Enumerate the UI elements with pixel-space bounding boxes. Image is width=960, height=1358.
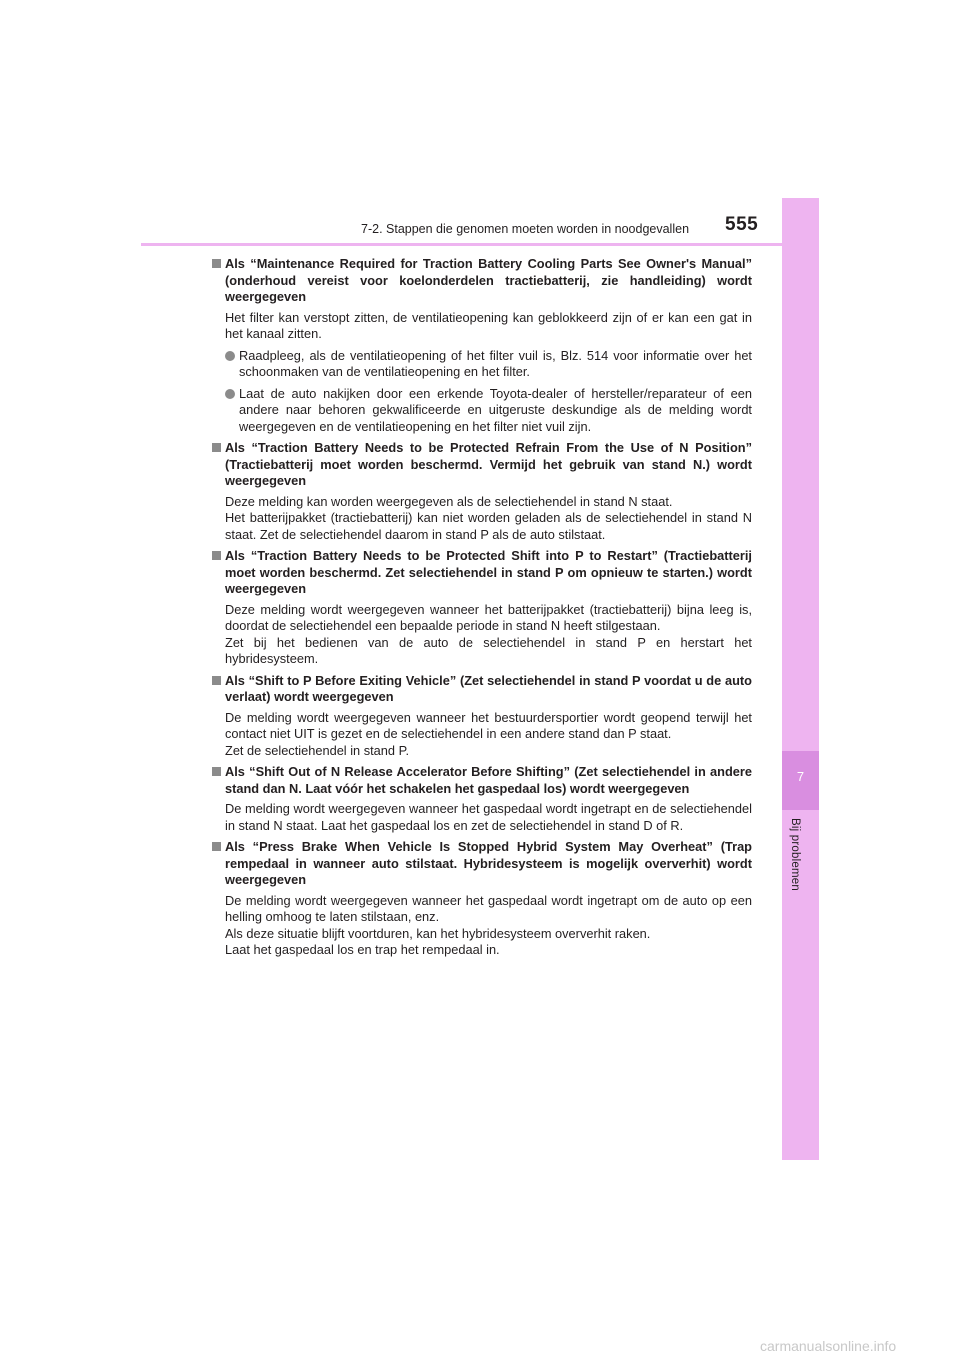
message-description: Deze melding wordt weergegeven wanneer het batterijpakket (tractiebatterij) bijna leeg is, doordat de selectiehendel een bepaalde periode in stand N heeft stilgestaan. Zet bij het bedienen van de auto de selectiehendel in stand P en herstart het hybridesysteem. xyxy=(225,601,752,666)
square-bullet-icon xyxy=(212,676,221,685)
square-bullet-icon xyxy=(212,767,221,776)
heading-text: Als “Press Brake When Vehicle Is Stopped Hybrid System May Overheat” (Trap rempedaal in wanneer auto stilstaat. Hybridesysteem is mogelijk oververhit) wordt weergegeven xyxy=(225,839,752,887)
message-section xyxy=(212,440,752,543)
chapter-label: Bij problemen xyxy=(789,818,801,891)
heading-text: Als “Maintenance Required for Traction Battery Cooling Parts See Owner's Manual” (onderhoud vereist voor koelonderdelen tractiebatterij, zie handleiding) wordt weergegeven xyxy=(225,256,752,304)
message-section xyxy=(212,548,752,668)
heading-text: Als “Shift to P Before Exiting Vehicle” (Zet selectiehendel in stand P voordat u de auto verlaat) wordt weergegeven xyxy=(225,672,752,704)
message-description: De melding wordt weergegeven wanneer het bestuurdersportier wordt geopend terwijl het contact niet UIT is gezet en de selectiehendel in een andere stand dan P staat. Zet de selectiehendel in stand P. xyxy=(225,709,752,758)
message-section xyxy=(212,256,752,435)
circle-bullet-icon xyxy=(225,389,235,399)
message-description: Het filter kan verstopt zitten, de ventilatieopening kan geblokkeerd zijn of er kan een gat in het kanaal zitten. xyxy=(225,309,752,341)
square-bullet-icon xyxy=(212,551,221,560)
main-content xyxy=(212,256,752,964)
circle-bullet-icon xyxy=(225,351,235,361)
list-item-text: Raadpleeg, als de ventilatieopening of het filter vuil is, Blz. 514 voor informatie over het schoonmaken van de ventilatieopening en het filter. xyxy=(239,347,752,379)
message-heading xyxy=(212,764,752,797)
message-heading xyxy=(212,440,752,490)
message-description: De melding wordt weergegeven wanneer het gaspedaal wordt ingetrapt en de selectiehendel in stand N staat. Laat het gaspedaal los en zet de selectiehendel in stand D of R. xyxy=(225,801,752,833)
header-rule xyxy=(141,243,819,246)
message-section xyxy=(212,839,752,959)
section-title: 7-2. Stappen die genomen moeten worden in noodgevallen xyxy=(361,222,690,236)
heading-text: Als “Traction Battery Needs to be Protected Shift into P to Restart” (Tractiebatterij moet worden beschermd. Zet selectiehendel in stand P om opnieuw te starten.) wordt weergegeven xyxy=(225,548,752,596)
watermark: carmanualsonline.info xyxy=(760,1338,897,1354)
chapter-side-tab xyxy=(782,198,819,1160)
message-heading xyxy=(212,839,752,889)
message-section xyxy=(212,764,752,834)
square-bullet-icon xyxy=(212,443,221,452)
message-heading xyxy=(212,673,752,706)
message-description: Deze melding kan worden weergegeven als de selectiehendel in stand N staat. Het batterijpakket (tractiebatterij) kan niet worden geladen als de selectiehendel in stand N staat. Zet de selectiehendel daarom in stand P als de auto stilstaat. xyxy=(225,493,752,542)
message-heading xyxy=(212,548,752,598)
message-heading xyxy=(212,256,752,306)
heading-text: Als “Traction Battery Needs to be Protected Refrain From the Use of N Position” (Tractiebatterij moet worden beschermd. Vermijd het gebruik van stand N.) wordt weergegeven xyxy=(225,440,752,488)
message-section xyxy=(212,673,752,760)
chapter-number: 7 xyxy=(796,769,805,784)
square-bullet-icon xyxy=(212,842,221,851)
message-description: De melding wordt weergegeven wanneer het gaspedaal wordt ingetrapt om de auto op een helling omhoog te laten stilstaan, enz. Als deze situatie blijft voortduren, kan het hybridesysteem oververhit raken. Laat het gaspedaal los en trap het rempedaal in. xyxy=(225,892,752,957)
list-item-text: Laat de auto nakijken door een erkende Toyota-dealer of hersteller/reparateur of een andere naar behoren gekwalificeerde en uitgeruste deskundige als de melding wordt weergegeven en de ventilatieopening en het filter niet vuil zijn. xyxy=(239,385,752,434)
square-bullet-icon xyxy=(212,259,221,268)
page-number: 555 xyxy=(725,214,759,235)
heading-text: Als “Shift Out of N Release Accelerator Before Shifting” (Zet selectiehendel in andere stand dan N. Laat vóór het schakelen het gaspedaal los) wordt weergegeven xyxy=(225,764,752,796)
list-item xyxy=(212,348,752,381)
list-item xyxy=(212,386,752,436)
